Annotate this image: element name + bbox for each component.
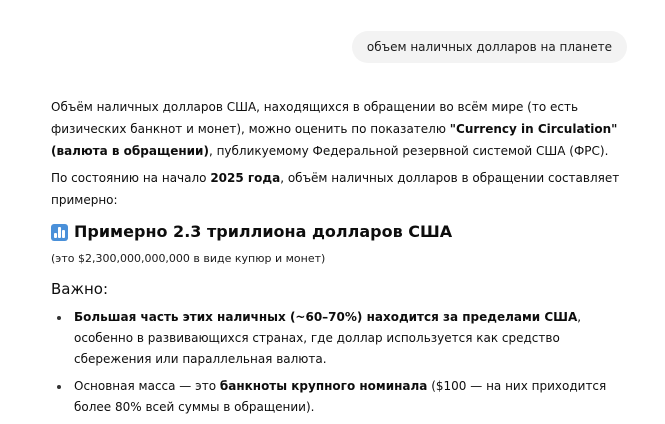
bar-chart-icon (51, 224, 68, 241)
list-item-pre: Основная масса — это (74, 379, 220, 393)
intro-text-a: Объём наличных долларов США, находящихся в обращении во всём мире (то есть физических банкнот и монет), можно оценить по показателю (51, 100, 579, 136)
bullet-dot (57, 316, 61, 320)
list-item-text: ($100 — на них приходится более 80% всей суммы в обращении). (74, 379, 607, 414)
list-item (51, 307, 636, 370)
date-paragraph (51, 167, 636, 211)
list-item (51, 376, 636, 418)
amount-headline-text: Примерно 2.3 триллиона долларов США (74, 222, 453, 241)
assistant-response (51, 96, 636, 418)
intro-bold-term: "Currency in Circulation" (валюта в обращении) (51, 122, 618, 158)
intro-paragraph (51, 96, 636, 162)
bullet-dot (57, 385, 61, 389)
user-message-bubble: объем наличных долларов на планете (352, 31, 627, 63)
list-item-bold: банкноты крупного номинала (219, 379, 428, 393)
list-item-text: , особенно в развивающихся странах, где доллар используется как средство сбережения или параллельная валюта. (74, 310, 582, 366)
intro-text-c: , публикуемому Федеральной резервной системой США (ФРС). (208, 144, 609, 158)
date-text-c: , объём наличных долларов в обращении составляет примерно: (51, 171, 620, 207)
date-text-a: По состоянию на начало (51, 171, 211, 185)
amount-subtext: (это $2,300,000,000,000 в виде купюр и монет) (51, 252, 326, 265)
list-item-bold: Большая часть этих наличных (~60–70%) находится за пределами США (74, 310, 578, 324)
important-list (51, 307, 636, 418)
date-bold-year: 2025 года (210, 171, 281, 185)
amount-headline (51, 221, 636, 243)
important-heading: Важно: (51, 280, 109, 298)
